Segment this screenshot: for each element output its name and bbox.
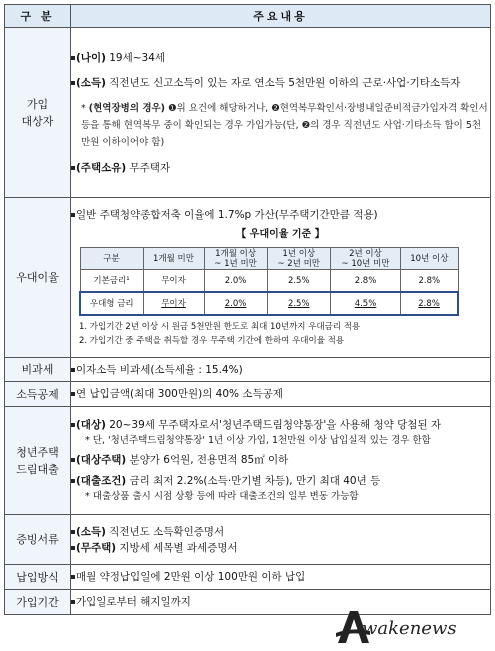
loan-house-key: (대상주택)	[76, 454, 127, 466]
rate-col-header: 1년 이상 ~ 2년 미만	[267, 248, 330, 270]
docs-house-value: 지방세 세목별 과세증명서	[116, 541, 238, 554]
rate-table	[79, 247, 459, 316]
rate-footnote-1: 1. 가입기간 2년 이상 시 원금 5천만원 한도로 최대 10년까지 우대금리 적용	[79, 322, 361, 332]
rate-col-header: 1개월 미만	[143, 248, 204, 270]
loan-house-value: 분양가 6억원, 전용면적 85㎡ 이하	[126, 454, 289, 466]
bullet-icon	[71, 81, 75, 85]
row-preferential-rate	[5, 198, 491, 358]
income-value: 직전년도 신고소득이 있는 자로 연소득 5천만원 이하의 근로·사업·기타소득자	[105, 76, 461, 89]
bullet-icon	[71, 368, 75, 372]
rate-table-header	[80, 248, 458, 270]
row-payment-method	[5, 565, 491, 590]
rate-cell: 2.8%	[330, 270, 400, 293]
label-eligibility: 가입 대상자	[5, 28, 71, 198]
age-key: (나이)	[76, 51, 106, 64]
docs-house-key: (무주택)	[76, 541, 117, 554]
label-documents: 증빙서류	[5, 515, 71, 565]
awakenews-watermark	[336, 607, 486, 647]
row-income-deduction	[5, 382, 491, 407]
rate-cell: 2.8%	[401, 292, 458, 315]
document-page	[4, 4, 490, 615]
loan-terms-value: 금리 최저 2.2%(소득·만기별 차등), 만기 최대 40년 등	[126, 475, 381, 487]
rate-row-preferred	[80, 292, 458, 315]
bullet-icon	[71, 530, 75, 534]
loan-terms-key: (대출조건)	[76, 475, 127, 487]
label-income-deduction: 소득공제	[5, 382, 71, 407]
period-text: 가입일로부터 해지일까지	[76, 596, 191, 608]
rate-row-basic	[80, 270, 458, 293]
rate-col-header: 2년 이상 ~ 10년 미만	[330, 248, 400, 270]
rate-cell: 4.5%	[330, 292, 400, 315]
bullet-icon	[71, 546, 75, 550]
housing-key: (주택소유)	[76, 161, 127, 174]
rate-col-header: 1개월 이상 ~ 1년 미만	[204, 248, 267, 270]
income-key: (소득)	[76, 76, 106, 89]
bullet-icon	[71, 458, 75, 462]
header-category: 구 분	[5, 5, 71, 28]
row-documents	[5, 515, 491, 565]
bullet-icon	[71, 166, 75, 170]
rate-cell: 기본금리¹	[80, 270, 143, 293]
loan-label-text: 청년주택 드림대출	[16, 445, 59, 476]
rate-cell: 무이자	[143, 292, 204, 315]
loan-note-1: * 단, '청년주택드림청약통장' 1년 이상 가입, 1천만원 이상 납입실적 있는 경우 한함	[85, 435, 431, 446]
bullet-icon	[71, 600, 75, 604]
watermark-text: wakenews	[362, 618, 457, 639]
row-eligibility	[5, 28, 491, 198]
label-subscription-period: 가입기간	[5, 590, 71, 615]
content-income-deduction	[71, 382, 491, 407]
product-summary-table	[4, 4, 491, 615]
rate-cell: 2.5%	[267, 270, 330, 293]
content-payment-method	[71, 565, 491, 590]
age-value: 19세~34세	[105, 51, 166, 64]
header-row	[5, 5, 491, 28]
content-documents	[71, 515, 491, 565]
note-marker: *	[81, 102, 89, 114]
rate-summary: 일반 주택청약종합저축 이율에 1.7%p 가산(무주택기간만큼 적용)	[76, 209, 378, 221]
soldier-value: ❶위 요건에 해당하거나, ❷현역복무확인서·장병내일준비적금가입자격 확인서 등을 통해 현역복무 중이 확인되는 경우 가입가능(단, ❷의 경우 직전년도 사업·기타소득 합이 5천만원 이하이어야 함)	[81, 102, 488, 148]
bullet-icon	[71, 575, 75, 579]
rate-col-header: 10년 이상	[401, 248, 458, 270]
bullet-icon	[71, 56, 75, 60]
bullet-icon	[71, 392, 75, 396]
rate-cell: 무이자	[143, 270, 204, 293]
loan-note-2: * 대출상품 출시 시점 상황 등에 따라 대출조건의 일부 변동 가능함	[85, 491, 359, 502]
payment-text: 매월 약정납입일에 2만원 이상 100만원 이하 납입	[76, 571, 306, 583]
rate-cell: 2.0%	[204, 292, 267, 315]
content-housing-loan	[71, 407, 491, 515]
docs-income-key: (소득)	[76, 525, 106, 538]
label-housing-loan	[5, 407, 71, 515]
row-tax-free	[5, 358, 491, 382]
label-tax-free: 비과세	[5, 358, 71, 382]
bullet-icon	[71, 479, 75, 483]
header-contents: 주요내용	[71, 5, 491, 28]
rate-cell: 2.5%	[267, 292, 330, 315]
label-payment-method: 납입방식	[5, 565, 71, 590]
docs-income-value: 직전년도 소득확인증명서	[105, 525, 225, 538]
tax-free-text: 이자소득 비과세(소득세율 : 15.4%)	[76, 363, 243, 376]
label-preferential-rate: 우대이율	[5, 198, 71, 358]
bullet-icon	[71, 213, 75, 217]
rate-col-header: 구분	[80, 248, 143, 270]
housing-value: 무주택자	[126, 161, 171, 174]
bullet-icon	[71, 423, 75, 427]
rate-footnote-2: 2. 가입기간 중 주택을 취득할 경우 무주택 기간에 한하여 우대이율 적용	[79, 336, 345, 346]
deduction-text: 연 납입금액(최대 300만원)의 40% 소득공제	[76, 388, 283, 400]
rate-cell: 우대형 금리	[80, 292, 143, 315]
rate-cell: 2.8%	[401, 270, 458, 293]
row-housing-loan	[5, 407, 491, 515]
soldier-key: (현역장병의 경우)	[88, 102, 166, 114]
content-tax-free	[71, 358, 491, 382]
content-eligibility	[71, 28, 491, 198]
rate-table-title: 【 우대이율 기준 】	[236, 229, 325, 240]
loan-target-value: 20~39세 무주택자로서'청년주택드림청약통장'을 사용해 청약 당첨된 자	[105, 419, 442, 431]
rate-cell: 2.0%	[204, 270, 267, 293]
content-preferential-rate	[71, 198, 491, 358]
loan-target-key: (대상)	[76, 419, 106, 431]
